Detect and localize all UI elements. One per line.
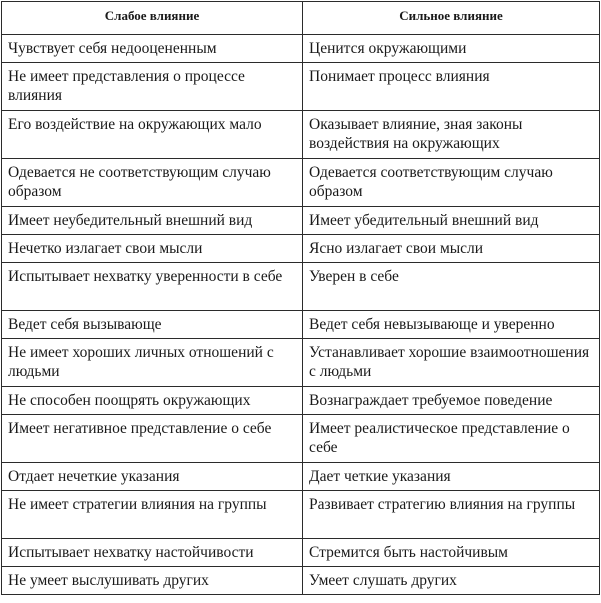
table-row bbox=[2, 263, 600, 311]
weak-influence-cell: Нечетко излагает свои мысли bbox=[2, 235, 303, 263]
table-row bbox=[2, 491, 600, 539]
strong-influence-cell: Имеет убедительный внешний вид bbox=[303, 207, 600, 235]
table-row bbox=[2, 111, 600, 159]
weak-influence-cell: Испытывает нехватку уверенности в себе bbox=[2, 263, 303, 311]
table-row bbox=[2, 207, 600, 235]
influence-comparison-table bbox=[1, 1, 600, 595]
weak-influence-cell: Испытывает нехватку настойчивости bbox=[2, 539, 303, 567]
weak-influence-cell: Отдает нечеткие указания bbox=[2, 463, 303, 491]
strong-influence-cell: Умеет слушать других bbox=[303, 567, 600, 595]
strong-influence-cell: Оказывает влияние, зная законы воздействия на окружающих bbox=[303, 111, 600, 159]
strong-influence-cell: Уверен в себе bbox=[303, 263, 600, 311]
weak-influence-cell: Не умеет выслушивать других bbox=[2, 567, 303, 595]
weak-influence-cell: Ведет себя вызывающе bbox=[2, 311, 303, 339]
strong-influence-cell: Одевается соответствующим случаю образом bbox=[303, 159, 600, 207]
table-row bbox=[2, 567, 600, 595]
table-row bbox=[2, 539, 600, 567]
table-row bbox=[2, 339, 600, 387]
comparison-table-container bbox=[1, 1, 599, 595]
header-strong-influence: Сильное влияние bbox=[303, 2, 600, 35]
table-body bbox=[2, 35, 600, 595]
strong-influence-cell: Ведет себя невызывающе и уверенно bbox=[303, 311, 600, 339]
weak-influence-cell: Одевается не соответствующим случаю образом bbox=[2, 159, 303, 207]
table-header-row bbox=[2, 2, 600, 35]
table-row bbox=[2, 35, 600, 63]
strong-influence-cell: Вознаграждает требуемое поведение bbox=[303, 387, 600, 415]
weak-influence-cell: Не имеет представления о процессе влияния bbox=[2, 63, 303, 111]
strong-influence-cell: Понимает процесс влияния bbox=[303, 63, 600, 111]
weak-influence-cell: Не способен поощрять окружающих bbox=[2, 387, 303, 415]
strong-influence-cell: Стремится быть настойчивым bbox=[303, 539, 600, 567]
table-row bbox=[2, 63, 600, 111]
weak-influence-cell: Чувствует себя недооцененным bbox=[2, 35, 303, 63]
table-row bbox=[2, 463, 600, 491]
strong-influence-cell: Дает четкие указания bbox=[303, 463, 600, 491]
strong-influence-cell: Имеет реалистическое представление о себе bbox=[303, 415, 600, 463]
strong-influence-cell: Ясно излагает свои мысли bbox=[303, 235, 600, 263]
strong-influence-cell: Устанавливает хорошие взаимоотношения с людьми bbox=[303, 339, 600, 387]
table-row bbox=[2, 159, 600, 207]
weak-influence-cell: Не имеет стратегии влияния на группы bbox=[2, 491, 303, 539]
strong-influence-cell: Ценится окружающими bbox=[303, 35, 600, 63]
weak-influence-cell: Не имеет хороших личных отношений с людьми bbox=[2, 339, 303, 387]
table-row bbox=[2, 311, 600, 339]
weak-influence-cell: Имеет неубедительный внешний вид bbox=[2, 207, 303, 235]
weak-influence-cell: Его воздействие на окружающих мало bbox=[2, 111, 303, 159]
table-row bbox=[2, 387, 600, 415]
table-row bbox=[2, 235, 600, 263]
strong-influence-cell: Развивает стратегию влияния на группы bbox=[303, 491, 600, 539]
weak-influence-cell: Имеет негативное представление о себе bbox=[2, 415, 303, 463]
table-row bbox=[2, 415, 600, 463]
header-weak-influence: Слабое влияние bbox=[2, 2, 303, 35]
